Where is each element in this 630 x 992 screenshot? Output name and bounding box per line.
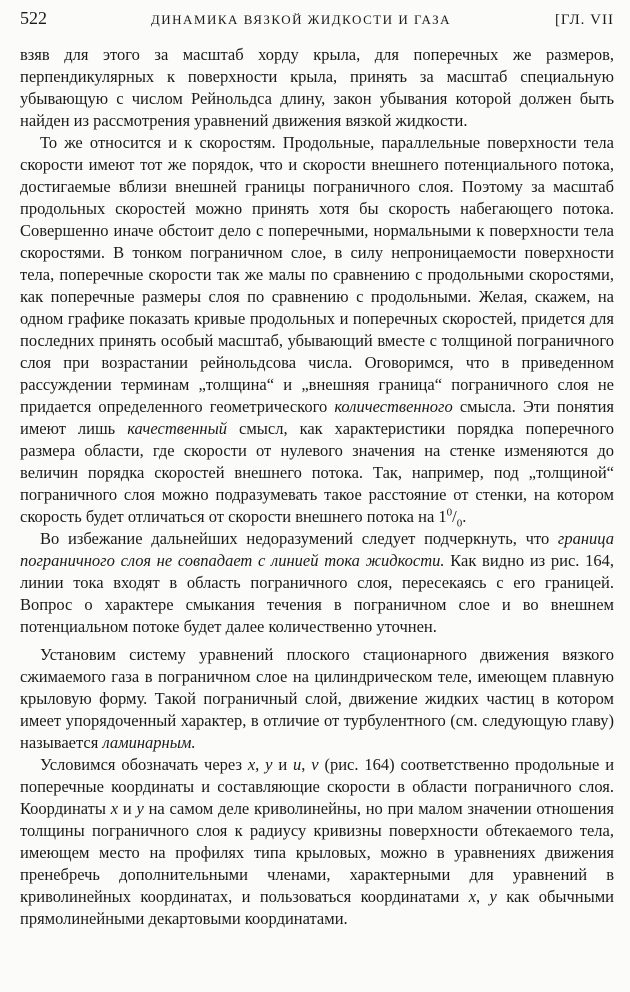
p5-sep-3: , bbox=[301, 755, 312, 774]
p2-text-d: . bbox=[462, 507, 467, 526]
p2-text-b: смысла. Эти понятия имеют лишь bbox=[20, 397, 614, 438]
running-title: ДИНАМИКА ВЯЗКОЙ ЖИДКОСТИ И ГАЗА bbox=[150, 12, 452, 27]
p5-sep-4: и bbox=[118, 799, 137, 818]
percent-sup: 0 bbox=[446, 506, 453, 519]
var-v: v bbox=[311, 755, 319, 774]
var-y-2: y bbox=[136, 799, 144, 818]
p3-emphasis: граница пограничного слоя не совпадает с линией тока жидкости. bbox=[20, 529, 614, 570]
var-y: y bbox=[265, 755, 273, 774]
percent-sub: 0 bbox=[456, 517, 463, 530]
p2-emphasis-qualitative: качественный bbox=[127, 419, 228, 438]
var-x: x bbox=[247, 755, 256, 774]
paragraph-4 bbox=[20, 644, 614, 754]
page-header bbox=[20, 8, 614, 36]
paragraph-5 bbox=[20, 754, 614, 930]
paragraph-3 bbox=[20, 528, 614, 638]
chapter-mark: [ГЛ. VII bbox=[554, 12, 614, 28]
var-u: u bbox=[293, 755, 302, 774]
p5-sep-2: и bbox=[272, 755, 294, 774]
p4-emphasis-laminar: ламинарным. bbox=[102, 733, 196, 752]
var-y-3: y bbox=[489, 887, 497, 906]
p5-sep-5: , bbox=[476, 887, 490, 906]
p3-text-a: Во избежание дальнейших недоразумений следует подчеркнуть, что bbox=[40, 529, 558, 548]
p3-text-b: Как видно из рис. 164, линии тока входят в область пограничного слоя, пересекаясь с его границей. Вопрос о характере смыкания течения в пограничном слое и во внешнем потенциальном потоке будет далее количественно уточнен. bbox=[20, 551, 614, 636]
var-x-3: x bbox=[468, 887, 477, 906]
p5-text-c: на самом деле криволинейны, но при малом значении отношения толщины пограничного слоя к радиусу кривизны поверхности обтекаемого тела, имеющем место на профилях типа крыловых, можно в уравнениях движения пренебречь дополнительными членами, характерными для уравнений в криволинейных координатах, и пользоваться координатами bbox=[20, 799, 614, 906]
p2-text-c: смысл, как характеристики порядка поперечного размера области, где скорости от нулевого значения на стенке изменяются до величин порядка скоростей внешнего потока. Так, например, под „толщиной“ пограничного слоя можно подразумевать такое расстояние от стенки, на котором скорость будет отличаться от скорости внешнего потока на 1 bbox=[20, 419, 614, 526]
p5-sep-1: , bbox=[255, 755, 266, 774]
p2-text-a: То же относится и к скоростям. Продольные, параллельные поверхности тела скорости имеют тот же порядок, что и скорости внешнего потенциального потока, достигаемые вблизи внешней границы пограничного слоя. Поэтому за масштаб продольных скоростей можно принять хотя бы скорость набегающего потока. Совершенно иначе обстоит дело с поперечными, нормальными к поверхности тела скоростями. В тонком пограничном слое, в силу непроницаемости поверхности тела, поперечные скорости так же малы по сравнению с продольными скоростями, как поперечные размеры слоя по сравнению с продольными. Желая, скажем, на одном графике показать кривые продольных и поперечных скоростей, придется для последних принять особый масштаб, убывающий вместе с толщиной пограничного слоя при возрастании рейнольдсова числа. Оговоримся, что в приведенном рассуждении терминам „толщина“ и „внешняя граница“ пограничного слоя не придается определенного геометрического bbox=[20, 133, 614, 416]
paragraph-1 bbox=[20, 44, 614, 132]
p5-text-d: как обычными прямолинейными декартовыми координатами. bbox=[20, 887, 614, 928]
page-body bbox=[20, 44, 614, 930]
p2-emphasis-quantitative: количественного bbox=[334, 397, 453, 416]
var-x-2: x bbox=[110, 799, 119, 818]
percent-slash: / bbox=[452, 507, 457, 526]
page-number: 522 bbox=[20, 8, 47, 28]
paragraph-2 bbox=[20, 132, 614, 528]
p4-text-a: Установим систему уравнений плоского стационарного движения вязкого сжимаемого газа в пограничном слое на цилиндрическом теле, имеющем плавную крыловую форму. Такой пограничный слой, движение жидких частиц в котором имеет упорядоченный характер, в отличие от турбулентного (см. следующую главу) называется bbox=[20, 645, 614, 752]
paragraph-1-text: взяв для этого за масштаб хорду крыла, для поперечных же размеров, перпендикулярных к поверхности крыла, принять за масштаб специальную убывающую с числом Рейнольдса длину, закон убывания которой должен быть найден из рассмотрения уравнений движения вязкой жидкости. bbox=[20, 45, 614, 130]
p5-text-b: (рис. 164) соответственно продольные и поперечные координаты и составляющие скорости в области пограничного слоя. Координаты bbox=[20, 755, 615, 818]
p5-text-a: Условимся обозначать через bbox=[40, 755, 248, 774]
